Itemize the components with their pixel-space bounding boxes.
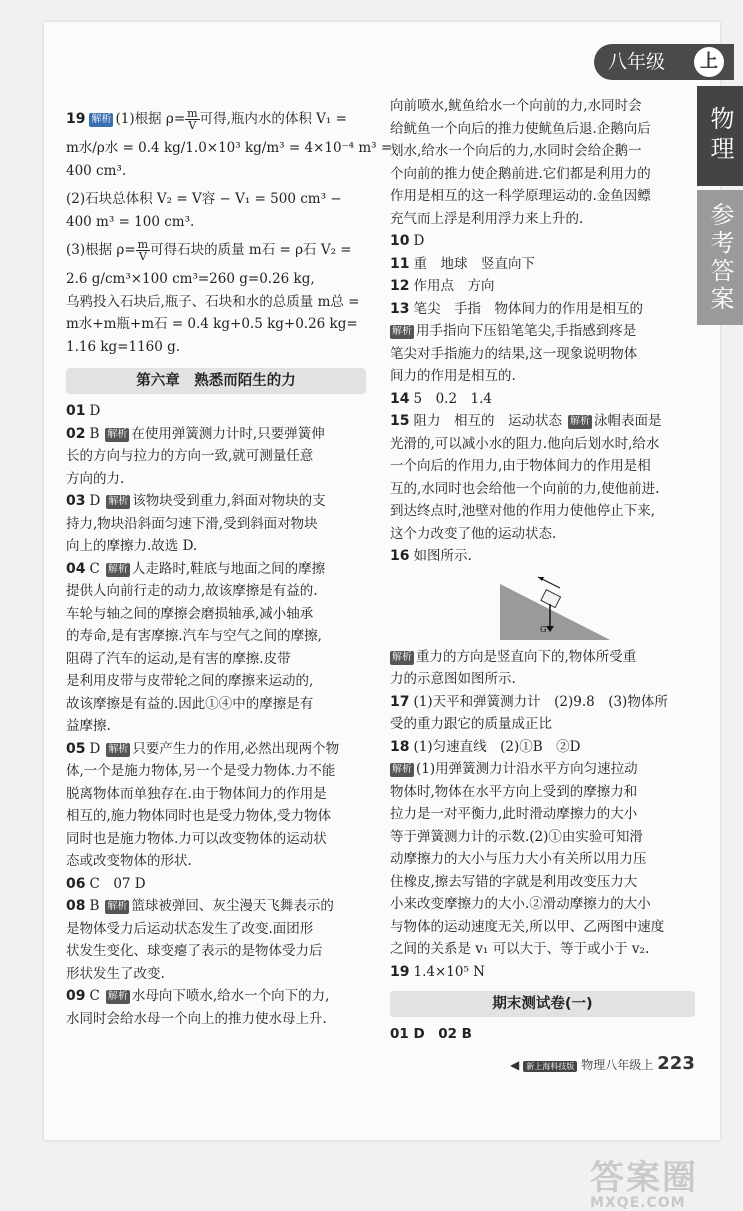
answer-line [66,940,366,963]
velocity-label: v [540,578,544,587]
explanation-text: 故该摩擦是有益的.因此①④中的摩擦是有 [66,695,314,712]
chapter-heading: 第六章 熟悉而陌生的力 [66,368,366,394]
answer-line [390,545,695,568]
answer-line [66,513,366,536]
answer-line [66,850,366,873]
answer-line [66,783,366,806]
watermark-text: 答案圈 [590,1158,698,1198]
q19-line-1 [66,108,366,131]
answer-line [66,985,366,1008]
answer-line [66,490,366,513]
explanation-text: 之间的关系是 v₁ 可以大于、等于或小于 v₂. [390,941,650,957]
answer-line [66,558,366,581]
answer-line [390,455,695,478]
answer-text: D [413,233,425,249]
question-number: 19 [390,963,410,980]
explanation-text: 是利用皮带与皮带轮之间的摩擦来运动的, [66,673,314,689]
answer-line [66,738,366,761]
answer-line [390,893,695,916]
right-answer-lines [390,95,695,568]
explanation-text: 物体时,物体在水平方向上受到的摩擦力和 [390,783,638,800]
answer-line [390,826,695,849]
answer-text: D [89,403,101,419]
analysis-tag: 解析 [392,326,412,337]
question-number: 03 [66,493,86,509]
right-column [390,95,695,1046]
answer-text: 阻力 相互的 运动状态 [413,413,562,429]
answer-text: 5 0.2 1.4 [413,390,493,407]
explanation-text: 水同时会给水母一个向上的推力使水母上升. [66,1010,327,1027]
explanation-text: 状发生变化、球变瘪了表示的是物体受力后 [66,943,323,959]
explanation-text: 是物体受力后运动状态发生了改变.面团形 [66,920,314,937]
q19-line-3: 400 cm³. [66,162,127,179]
answer-line [66,535,366,558]
answer-line [390,961,695,984]
final-answers: 01 D 02 B [390,1026,472,1042]
answer-line [390,275,695,298]
term-badge: 上 [694,47,724,77]
answer-line [390,938,695,961]
question-number: 17 [390,693,410,710]
question-number: 10 [390,233,410,249]
incline-diagram [500,574,610,640]
answer-line [390,803,695,826]
answer-line [390,230,695,253]
answer-line [390,691,695,714]
answer-line [66,963,366,986]
answer-line [66,805,366,828]
fraction [185,108,199,131]
watermark-url: MXQE.COM [590,1195,686,1211]
answer-line [66,918,366,941]
explanation-text: 笔尖对手指施力的结果,这一现象说明物体 [390,345,638,362]
answer-text: 1.4×10⁵ N [413,963,485,980]
answer-line [66,760,366,783]
answer-line [66,895,366,918]
answer-line [66,423,366,446]
answer-line [66,693,366,716]
question-number: 16 [390,548,410,564]
frac-bot: V [138,250,147,263]
explanation-text: 充气而上浮是利用浮力来上升的. [390,210,584,227]
explanation-text: 互的,水同时也会给他一个向前的力,使他前进. [390,480,660,497]
answer-line [390,713,695,736]
answer-text: 作用点 方向 [413,278,495,294]
analysis-tag: 解析 [107,428,128,440]
answer-line [390,320,695,343]
footer-term: 上 [641,1058,654,1072]
incline-figure [500,574,610,640]
answer-line [390,523,695,546]
text: 可得石块的质量 m石 = ρ石 V₂ = [150,242,352,258]
q19-line-7: 2.6 g/cm³×100 cm³=260 g=0.26 kg, [66,271,315,287]
analysis-tag: 解析 [108,496,129,507]
question-number: 13 [390,300,410,317]
answer-line [66,715,366,738]
answer-line [390,253,695,276]
explanation-text: 向前喷水,鱿鱼给水一个向前的力,水同时会 [390,98,642,114]
answer-line [390,758,695,781]
answer-line [66,468,366,491]
answer-line [66,445,366,468]
answer-line [66,580,366,603]
question-number: 09 [66,988,86,1004]
analysis-tag: 解析 [392,764,412,775]
explanation-text: 相互的,施力物体同时也是受力物体,受力物体 [66,808,332,824]
question-number: 11 [390,255,410,272]
answer-line [66,1008,366,1031]
question-number: 15 [390,413,410,429]
answer-line [390,871,695,894]
question-number: 12 [390,278,410,294]
answer-text: B [89,425,100,442]
question-number: 14 [390,390,410,407]
answer-text: 笔尖 手指 物体间力的作用是相互的 [413,300,643,317]
explanation-text: 在使用弹簧测力计时,只要弹簧伸 [131,425,325,442]
analysis-tag: 解析 [107,563,128,575]
section-tab: 参考答案 [697,190,743,325]
analysis-tag: 解析 [107,901,128,912]
answer-line [390,500,695,523]
page-footer: ◀ 新上海科技版 物理八年级上 223 [510,1053,695,1074]
q19-line-9: m水+m瓶+m石 = 0.4 kg+0.5 kg+0.26 kg= [66,316,358,332]
answer-text: (1)天平和弹簧测力计 (2)9.8 (3)物体所 [413,693,668,710]
q19-line-10: 1.16 kg=1160 g. [66,338,181,355]
answer-text: C 07 D [89,875,146,892]
question-number: 01 [66,403,86,419]
answer-line [66,670,366,693]
explanation-text: 划水,给水一个向后的力,水同时会给企鹅一 [390,143,642,159]
explanation-text: 持力,物块沿斜面匀速下滑,受到斜面对物块 [66,515,318,532]
answer-text: D [89,740,101,757]
explanation-text: 间力的作用是相互的. [390,368,516,384]
explanation-text: 提供人向前行走的动力,故该摩擦是有益的. [66,583,318,599]
question-number: 02 [66,425,86,442]
explanation-text: 态或改变物体的形状. [66,853,192,869]
explanation-text: 只要产生力的作用,必然出现两个物 [132,740,340,757]
explanation-text: 篮球被弹回、灰尘漫天飞舞表示的 [131,898,334,914]
answer-text: 如图所示. [413,548,472,564]
answer-line [66,603,366,626]
answer-line [390,140,695,163]
explanation-text: 方向的力. [66,470,125,487]
answer-text: C [89,560,100,577]
answer-line [390,410,695,433]
frac-bot: V [188,119,197,132]
watermark-logo [590,1150,698,1211]
grade-tab [594,44,734,80]
answer-line [390,736,695,759]
answer-line [390,163,695,186]
answer-line [390,343,695,366]
frac-top: m [137,238,149,251]
question-number: 04 [66,560,86,577]
question-number: 18 [390,738,410,755]
explanation-text: 等于弹簧测力计的示数.(2)①由实验可知滑 [390,828,643,845]
explanation-text: 益摩擦. [66,718,111,734]
explanation-text: 住橡皮,擦去写错的字就是利用改变压力大 [390,873,638,890]
explanation-text: 形状发生了改变. [66,965,165,982]
explanation-text: 重力的方向是竖直向下的,物体所受重 [416,648,637,665]
explanation-text: 拉力是一对平衡力,此时滑动摩擦力的大小 [390,806,638,822]
explanation-text: 力的示意图如图所示. [390,671,516,687]
left-column [66,107,393,1030]
answer-line [66,648,366,671]
q19-line-2: m水/ρ水 = 0.4 kg/1.0×10³ kg/m³ = 4×10⁻⁴ m³ = [66,140,393,156]
answer-line [66,828,366,851]
explanation-text: 同时也是施力物体.力可以改变物体的运动状 [66,830,327,847]
explanation-text: 人走路时,鞋底与地面之间的摩擦 [131,560,326,577]
right-answer-lines-2 [390,646,695,984]
explanation-text: 给鱿鱼一个向后的推力使鱿鱼后退.企鹅向后 [390,120,651,137]
answer-text: (1)匀速直线 (2)①B ②D [413,738,581,755]
question-number: 19 [66,111,86,127]
explanation-text: 的寿命,是有害摩擦.汽车与空气之间的摩擦, [66,628,322,644]
explanation-text: 该物块受到重力,斜面对物块的支 [132,493,326,509]
final-exam-heading: 期末测试卷(一) [390,991,695,1017]
explanation-text: 一个向后的作用力,由于物体间力的作用是相 [390,458,651,474]
answer-text: C [89,988,100,1004]
explanation-text: 个向前的推力使企鹅前进.它们都是利用力的 [390,165,651,182]
explanation-text: 脱离物体而单独存在.由于物体间力的作用是 [66,785,327,802]
explanation-text: 阻碍了汽车的运动,是有害的摩擦.皮带 [66,650,291,667]
answer-line [390,118,695,141]
answer-line [66,400,366,423]
explanation-text: 作用是相互的这一科学原理运动的.金鱼因鳔 [390,188,651,204]
answer-line [390,208,695,231]
left-answer-lines [66,400,366,1030]
q19-line-8: 乌鸦投入石块后,瓶子、石块和水的总质量 m总 = [66,293,360,310]
question-number: 06 [66,875,86,892]
question-number: 05 [66,740,86,757]
frac-top: m [187,107,198,120]
answer-line [390,433,695,456]
answer-line [390,298,695,321]
answer-line [390,781,695,804]
answer-line [390,668,695,691]
explanation-text: 用手指向下压铅笔笔尖,手指感到疼是 [416,323,637,339]
gravity-label: G [540,624,547,634]
question-number: 08 [66,898,86,914]
answer-line [390,478,695,501]
analysis-tag: 解析 [108,743,129,755]
explanation-text: 车轮与轴之间的摩擦会磨损轴承,减小轴承 [66,605,314,622]
explanation-text: 受的重力跟它的质量成正比 [390,716,552,732]
explanation-text: 水母向下喷水,给水一个向下的力, [131,988,330,1004]
text: 可得,瓶内水的体积 V₁ = [199,111,347,127]
answer-line [66,625,366,648]
publisher-chip: 新上海科技版 [523,1061,577,1072]
answer-text: D [89,493,101,509]
q19-line-4: (2)石块总体积 V₂ = V容 − V₁ = 500 cm³ − [66,191,342,207]
answer-text: 重 地球 竖直向下 [413,255,535,272]
answer-line [390,646,695,669]
subject-tab: 物理 [697,86,743,186]
analysis-tag: 解析 [392,651,412,663]
text: (3)根据 ρ= [66,242,136,258]
fraction [136,239,150,262]
page-number: 223 [657,1053,695,1074]
analysis-tag: 解析 [569,416,590,427]
explanation-text: 小来改变摩擦力的大小.②滑动摩擦力的大小 [390,896,651,912]
q19-line-6 [66,239,366,262]
explanation-text: 到达终点时,池壁对他的作用力使他停止下来, [390,503,656,519]
answer-line [66,873,366,896]
explanation-text: 向上的摩擦力.故选 D. [66,538,198,554]
answer-line [390,95,695,118]
answer-line [390,388,695,411]
explanation-text: 泳帽表面是 [593,413,662,429]
grade-label: 八年级 [608,51,666,73]
explanation-text: 与物体的运动速度无关,所以甲、乙两图中速度 [390,918,665,935]
analysis-tag: 解析 [91,114,112,125]
answer-line [390,916,695,939]
q19-line-5: 400 m³ = 100 cm³. [66,213,195,230]
answer-text: B [89,898,100,914]
explanation-text: 这个力改变了他的运动状态. [390,525,557,542]
explanation-text: 长的方向与拉力的方向一致,就可测量任意 [66,448,314,464]
explanation-text: 体,一个是施力物体,另一个是受力物体.力不能 [66,763,336,779]
analysis-tag: 解析 [107,991,128,1002]
explanation-text: (1)用弹簧测力计沿水平方向匀速拉动 [416,761,638,777]
answer-line [390,848,695,871]
text: (1)根据 ρ= [115,111,186,127]
footer-text: 物理八年级 [581,1058,642,1072]
answer-line [390,185,695,208]
explanation-text: 动摩擦力的大小与压力大小有关所以用力压 [390,851,647,867]
explanation-text: 光滑的,可以减小水的阻力.他向后划水时,给水 [390,435,660,452]
answer-line [390,365,695,388]
